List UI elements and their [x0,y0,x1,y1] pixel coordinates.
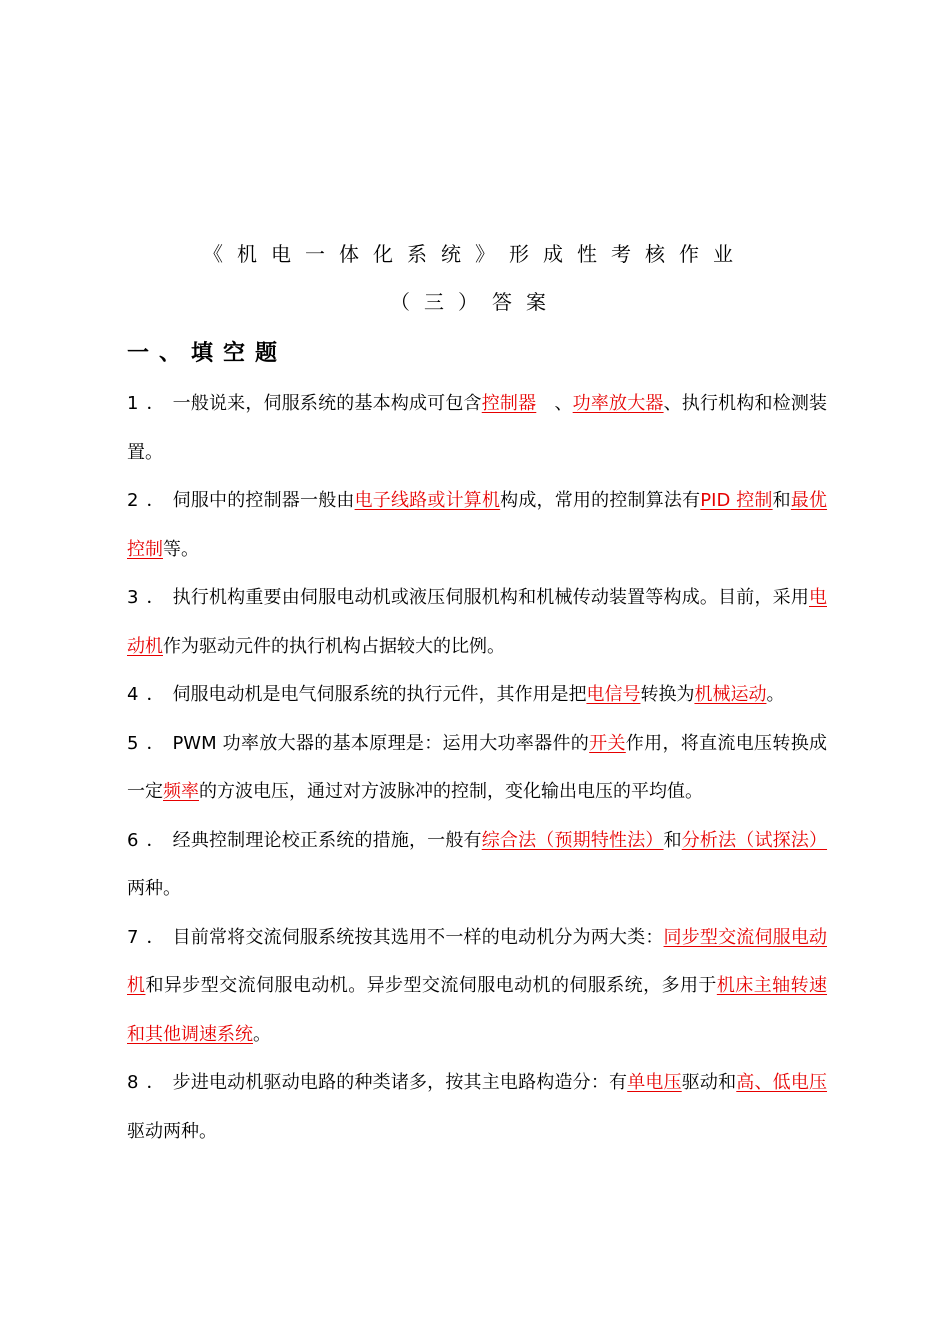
question-text: 驱动和 [681,1072,737,1093]
answer-blank: 分析法（试探法） [681,829,828,851]
answer-blank: 机械运动 [694,684,767,705]
answer-blank: 机床主轴转速和其他调速系统 [127,975,828,1045]
question-text: 和 [772,490,791,511]
question-list [127,380,827,1156]
document-title: 《机电一体化系统》形成性考核作业 [203,242,747,266]
question-text: 经典控制理论校正系统的措施，一般有 [172,829,482,851]
question-text: 等。 [163,538,199,560]
answer-blank: 控制器 [481,393,537,414]
answer-blank: 频率 [163,781,199,802]
question-3 [127,574,827,671]
question-text: 伺服电动机是电气伺服系统的执行元件，其作用是把 [172,684,587,705]
question-text: 驱动两种。 [127,1120,217,1142]
answer-blank: 开关 [589,732,626,754]
question-text: 目前常将交流伺服系统按其选用不一样的电动机分为两大类： [172,926,664,948]
answer-blank: 高、低电压 [736,1072,828,1093]
answer-blank: 同步型交流伺服电动机 [127,926,828,996]
question-text: 作用，将直流电压转换成一定 [127,732,828,802]
question-text: 、 [536,393,573,414]
question-text: 。 [253,1023,271,1045]
answer-blank: 最优控制 [127,490,828,560]
question-text: 和 [663,829,682,851]
question-text: 执行机构重要由伺服电动机或液压伺服机构和机械传动装置等构成。目前，采用 [172,587,809,608]
answer-blank: 单电压 [627,1072,682,1093]
question-number: 1． [127,393,173,414]
question-8 [127,1059,827,1156]
question-text: 。 [766,684,785,705]
question-number: 5． [127,732,173,754]
question-2 [127,477,827,574]
answer-blank: PID 控制 [700,490,773,511]
answer-blank: 电子线路或计算机 [354,490,501,511]
question-6 [127,817,827,914]
question-number: 6． [127,829,173,851]
document-subtitle: （三）答案 [390,290,560,314]
question-number: 2． [127,490,173,511]
answer-blank: 电信号 [586,684,641,705]
question-number: 7． [127,926,173,948]
answer-blank: 综合法（预期特性法） [481,829,664,851]
question-text: 作为驱动元件的执行机构占据较大的比例。 [163,635,505,657]
question-text: 和异步型交流伺服电动机。异步型交流伺服电动机的伺服系统，多用于 [145,975,717,996]
question-4 [127,671,827,720]
question-7 [127,914,827,1060]
question-5 [127,720,827,817]
question-number: 8． [127,1072,173,1093]
answer-blank: 电动机 [127,587,827,657]
question-text: 两种。 [127,878,181,899]
question-text: 转换为 [640,684,695,705]
question-number: 3． [127,587,173,608]
question-text: 的方波电压，通过对方波脉冲的控制，变化输出电压的平均值。 [199,781,703,802]
question-number: 4． [127,684,173,705]
question-text: 构成，常用的控制算法有 [500,490,701,511]
question-text: PWM 功率放大器的基本原理是：运用大功率器件的 [172,732,590,754]
question-text: 伺服中的控制器一般由 [172,490,355,511]
question-text: 、执行机构和检测装置。 [127,393,828,463]
question-text: 步进电动机驱动电路的种类诸多，按其主电路构造分：有 [172,1072,628,1093]
section-heading-fill-in-blanks: 一、填空题 [127,341,288,366]
question-text: 一般说来，伺服系统的基本构成可包含 [172,393,482,414]
question-1 [127,380,827,477]
answer-blank: 功率放大器 [572,393,664,414]
